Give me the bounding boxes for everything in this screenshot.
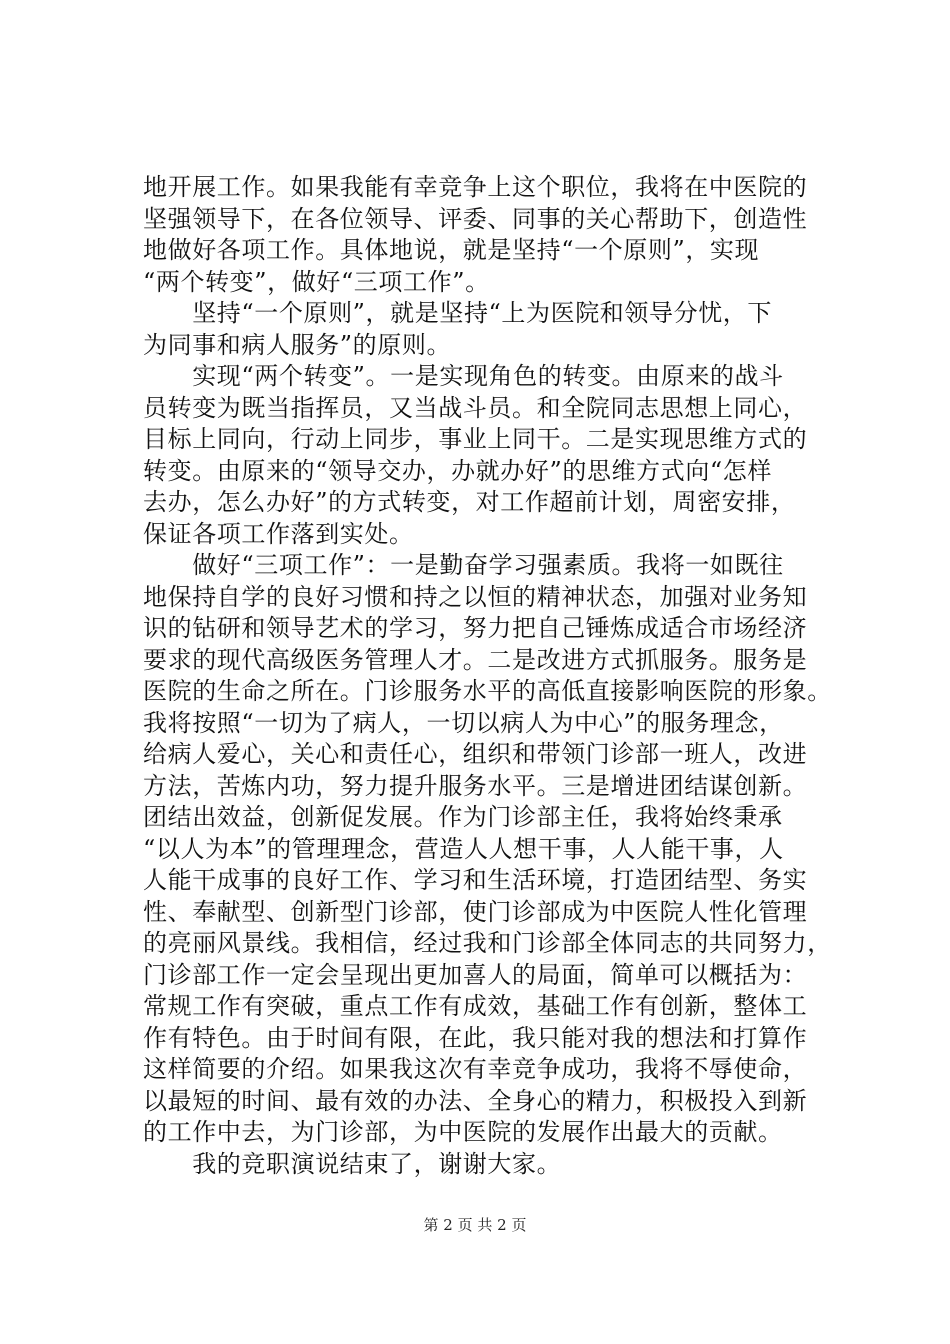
text-line: 为同事和病人服务”的原则。 — [143, 330, 452, 359]
text-line: 门诊部工作一定会呈现出更加喜人的局面，简单可以概括为： — [143, 960, 808, 989]
text-line: 团结出效益，创新促发展。作为门诊部主任，我将始终秉承 — [143, 803, 783, 831]
text-line: 保证各项工作落到实处。 — [143, 519, 414, 548]
text-line: 识的钻研和领导艺术的学习，努力把自己锤炼成适合市场经济 — [143, 614, 808, 642]
page-footer — [0, 1215, 950, 1235]
text-line: 坚强领导下，在各位领导、评委、同事的关心帮助下，创造性 — [143, 204, 808, 233]
text-line: 地保持自学的良好习惯和持之以恒的精神状态，加强对业务知 — [143, 582, 808, 611]
text-line: “两个转变”，做好“三项工作”。 — [143, 267, 490, 296]
text-line: 方法，苦炼内功，努力提升服务水平。三是增进团结谋创新。 — [143, 771, 808, 800]
text-line: 人能干成事的良好工作、学习和生活环境，打造团结型、务实 — [143, 866, 808, 894]
text-line: 的工作中去，为门诊部，为中医院的发展作出最大的贡献。 — [143, 1118, 783, 1146]
text-line: 做好“三项工作”：一是勤奋学习强素质。我将一如既往 — [143, 551, 784, 579]
document-body — [143, 172, 863, 1180]
text-line: 的亮丽风景线。我相信，经过我和门诊部全体同志的共同努力， — [143, 929, 832, 957]
text-line: 转变。由原来的“领导交办，办就办好”的思维方式向“怎样 — [143, 456, 773, 485]
page-number: 第 2 页 共 2 页 — [423, 1216, 527, 1234]
text-line: 常规工作有突破，重点工作有成效，基础工作有创新，整体工 — [143, 992, 808, 1020]
text-line: 作有特色。由于时间有限，在此，我只能对我的想法和打算作 — [143, 1023, 808, 1052]
text-line: 实现“两个转变”。一是实现角色的转变。由原来的战斗 — [143, 362, 784, 390]
text-line: 目标上同向，行动上同步，事业上同干。二是实现思维方式的 — [143, 425, 808, 453]
text-line: 坚持“一个原则”，就是坚持“上为医院和领导分忧，下 — [143, 299, 773, 327]
text-line: 性、奉献型、创新型门诊部，使门诊部成为中医院人性化管理 — [143, 897, 808, 926]
text-line: 去办，怎么办好”的方式转变，对工作超前计划，周密安排， — [143, 488, 796, 516]
text-line: 我将按照“一切为了病人，一切以病人为中心”的服务理念， — [143, 708, 784, 737]
text-line: “以人为本”的管理理念，营造人人想干事，人人能干事，人 — [143, 834, 784, 863]
text-line: 要求的现代高级医务管理人才。二是改进方式抓服务。服务是 — [143, 645, 808, 674]
text-line: 员转变为既当指挥员，又当战斗员。和全院同志思想上同心， — [143, 393, 808, 422]
text-line: 医院的生命之所在。门诊服务水平的高低直接影响医院的形象。 — [143, 677, 832, 705]
text-line: 以最短的时间、最有效的办法、全身心的精力，积极投入到新 — [143, 1086, 808, 1115]
text-line: 地开展工作。如果我能有幸竞争上这个职位，我将在中医院的 — [143, 173, 808, 201]
text-line: 我的竞职演说结束了，谢谢大家。 — [143, 1149, 562, 1178]
text-line: 地做好各项工作。具体地说，就是坚持“一个原则”，实现 — [143, 236, 760, 264]
text-line: 这样简要的介绍。如果我这次有幸竞争成功，我将不辱使命， — [143, 1055, 808, 1083]
text-line: 给病人爱心，关心和责任心，组织和带领门诊部一班人，改进 — [143, 740, 808, 768]
